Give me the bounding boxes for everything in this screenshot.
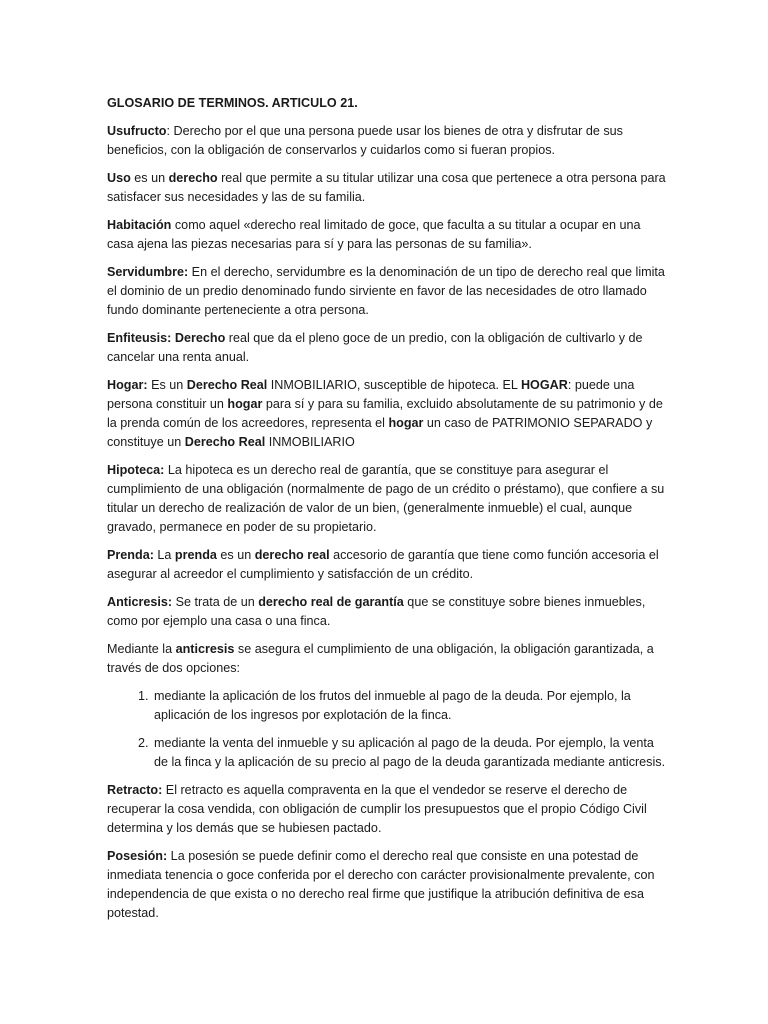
paragraph-text: INMOBILIARIO, susceptible de hipoteca. EL xyxy=(267,378,521,392)
bold-term: derecho real xyxy=(254,548,330,562)
bold-term: hogar xyxy=(388,416,424,430)
glossary-paragraph xyxy=(107,640,668,678)
glossary-paragraph xyxy=(107,263,668,320)
paragraph-text: INMOBILIARIO xyxy=(265,435,355,449)
paragraph-text: es un xyxy=(130,171,169,185)
bold-term: hogar xyxy=(227,397,263,411)
glossary-paragraph xyxy=(107,546,668,584)
glossary-entries-continued xyxy=(107,781,668,923)
bold-term: HOGAR xyxy=(520,378,568,392)
glossary-paragraph xyxy=(107,329,668,367)
paragraph-text: un caso de PATRIMONIO SEPARADO y constituye un xyxy=(107,416,653,449)
glossary-paragraph xyxy=(107,169,668,207)
paragraph-text: El retracto es aquella compraventa en la que el vendedor se reserve el derecho de recuperar la cosa vendida, con obligación de cumplir los presupuestos que el propio Código Civil determina y los demás que se hubiesen pactado. xyxy=(107,783,647,835)
glossary-paragraph xyxy=(107,122,668,160)
paragraph-text: accesorio de garantía que tiene como función accesoria el asegurar al acreedor el cumplimiento y satisfacción de un crédito. xyxy=(107,548,659,581)
paragraph-text: : puede una persona constituir un xyxy=(107,378,635,411)
bold-term: derecho real de garantía xyxy=(258,595,404,609)
bold-term: prenda xyxy=(174,548,217,562)
bold-term: Uso xyxy=(107,171,131,185)
paragraph-text: como aquel «derecho real limitado de goce, que faculta a su titular a ocupar en una casa ajena las piezas necesarias para sí y para las personas de su familia». xyxy=(107,218,641,251)
paragraph-text: Mediante la xyxy=(107,642,176,656)
bold-term: Derecho Real xyxy=(186,378,268,392)
paragraph-text: La hipoteca es un derecho real de garantía, que se constituye para asegurar el cumplimiento de una obligación (normalmente de pago de un crédito o préstamo), que confiere a su titular un derecho de realización de valor de un bien, (generalmente inmueble) el cual, aunque gravado, permanece en poder de su propietario. xyxy=(107,463,665,534)
bold-term: Usufructo xyxy=(107,124,167,138)
glossary-paragraph xyxy=(107,216,668,254)
paragraph-text: que se constituye sobre bienes inmuebles, como por ejemplo una casa o una finca. xyxy=(107,595,646,628)
paragraph-text: La posesión se puede definir como el derecho real que consiste en una potestad de inmediata tenencia o goce conferida por el derecho con carácter provisionalmente prevalente, con independencia de que exista o no derecho real firme que justifique la atribución definitiva de esa potestad. xyxy=(107,849,655,920)
bold-term: derecho xyxy=(168,171,218,185)
paragraph-text: real que da el pleno goce de un predio, con la obligación de cultivarlo y de cancelar una renta anual. xyxy=(107,331,643,364)
anticresis-options-list xyxy=(107,687,668,772)
bold-term: Hogar: xyxy=(107,378,148,392)
glossary-paragraph xyxy=(107,593,668,631)
bold-term: Derecho Real xyxy=(184,435,266,449)
paragraph-text: se asegura el cumplimiento de una obligación, la obligación garantizada, a través de dos opciones: xyxy=(107,642,654,675)
paragraph-text: Se trata de un xyxy=(172,595,259,609)
bold-term: Habitación xyxy=(107,218,172,232)
bold-term: anticresis xyxy=(175,642,235,656)
bold-term: Anticresis: xyxy=(107,595,173,609)
bold-term: Hipoteca: xyxy=(107,463,165,477)
paragraph-text: En el derecho, servidumbre es la denominación de un tipo de derecho real que limita el dominio de un predio denominado fundo sirviente en favor de las necesidades de otro llamado fundo dominante perteneciente a otra persona. xyxy=(107,265,665,317)
paragraph-text: La xyxy=(153,548,175,562)
bold-term: Servidumbre: xyxy=(107,265,189,279)
glossary-paragraph xyxy=(107,461,668,537)
bold-term: Enfiteusis: Derecho xyxy=(107,331,226,345)
list-item: 2. mediante la venta del inmueble y su aplicación al pago de la deuda. Por ejemplo, la venta de la finca y la aplicación de su precio al pago de la deuda garantizada mediante anticresis. xyxy=(152,734,668,772)
paragraph-text: es un xyxy=(216,548,255,562)
bold-term: Retracto: xyxy=(107,783,163,797)
document-title: GLOSARIO DE TERMINOS. ARTICULO 21. xyxy=(107,96,358,110)
bold-term: Prenda: xyxy=(107,548,154,562)
paragraph-text: : Derecho por el que una persona puede usar los bienes de otra y disfrutar de sus beneficios, con la obligación de conservarlos y cuidarlos como si fueran propios. xyxy=(107,124,623,157)
glossary-paragraph xyxy=(107,847,668,923)
paragraph-text: para sí y para su familia, excluido absolutamente de su patrimonio y de la prenda común de los acreedores, representa el xyxy=(107,397,663,430)
paragraph-text: real que permite a su titular utilizar una cosa que pertenece a otra persona para satisfacer sus necesidades y las de su familia. xyxy=(107,171,666,204)
paragraph-text: Es un xyxy=(147,378,187,392)
glossary-entries xyxy=(107,122,668,678)
bold-term: Posesión: xyxy=(107,849,168,863)
glossary-paragraph xyxy=(107,781,668,838)
list-item: 1. mediante la aplicación de los frutos del inmueble al pago de la deuda. Por ejemplo, la aplicación de los ingresos por explotación de la finca. xyxy=(152,687,668,725)
glossary-paragraph xyxy=(107,376,668,452)
